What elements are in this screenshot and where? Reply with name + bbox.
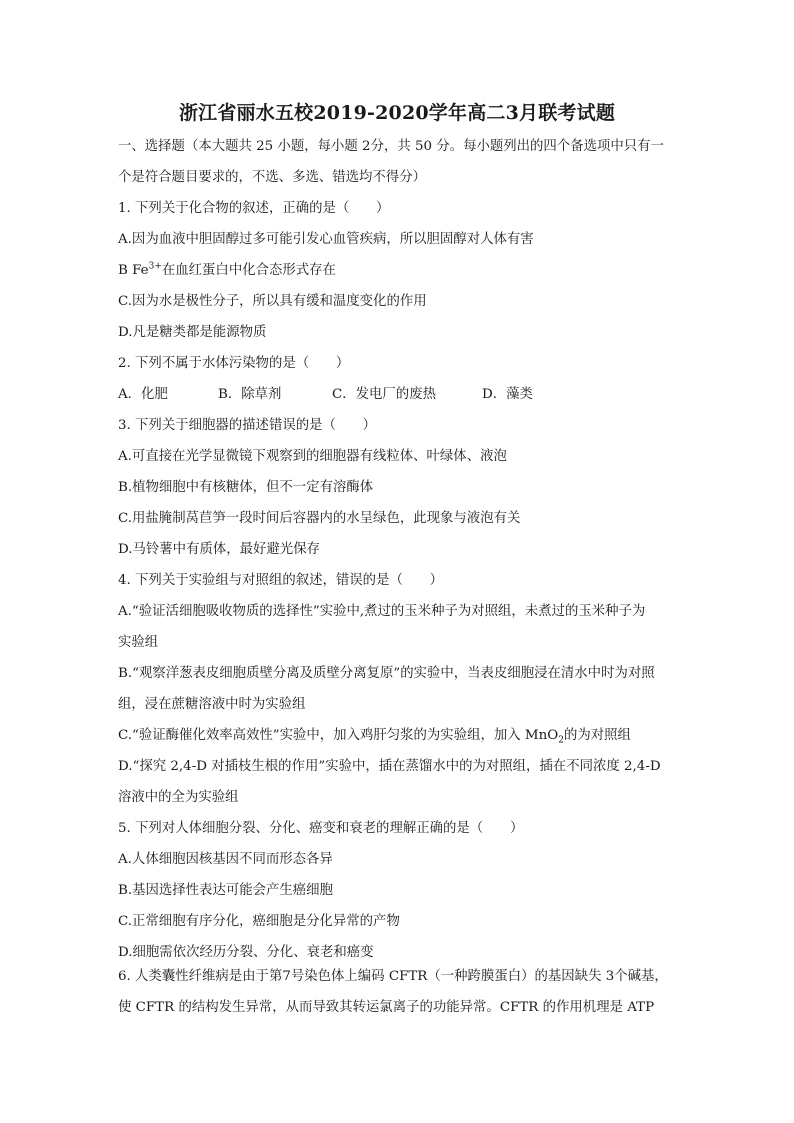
question-4-option-d-line-2: 溶液中的全为实验组 (118, 790, 239, 805)
subscript-number: 2 (558, 735, 564, 746)
question-2-option-c: C．发电厂的废热 (332, 387, 436, 402)
question-2-option-d: D．藻类 (482, 387, 533, 402)
question-3-option-b: B.植物细胞中有核糖体，但不一定有溶酶体 (118, 480, 374, 495)
question-3-option-c: C.用盐腌制莴苣笋一段时间后容器内的水呈绿色，此现象与液泡有关 (118, 511, 521, 526)
question-1-stem: 1. 下列关于化合物的叙述，正确的是（ ） (118, 201, 390, 216)
question-6-stem-line-1: 6. 人类囊性纤维病是由于第7号染色体上编码 CFTR（一种跨膜蛋白）的基因缺失 3个碱基， (118, 969, 668, 984)
question-1-option-b (118, 260, 680, 291)
question-5-option-c: C.正常细胞有序分化，癌细胞是分化异常的产物 (118, 914, 400, 929)
question-5-option-d: D.细胞需依次经历分裂、分化、衰老和癌变 (118, 945, 374, 960)
question-1-option-a: A.因为血液中胆固醇过多可能引发心血管疾病，所以胆固醇对人体有害 (118, 232, 534, 247)
option-b-prefix: B Fe (118, 263, 149, 278)
page-title: 浙江省丽水五校2019-2020学年高二3月联考试题 (178, 102, 616, 124)
question-4-option-b-line-2: 组，浸在蔗糖溶液中时为实验组 (118, 697, 306, 712)
question-3-option-d: D.马铃薯中有质体，最好避光保存 (118, 542, 320, 557)
question-4-option-d-line-1: D.“探究 2,4-D 对插枝生根的作用”实验中，插在蒸馏水中的为对照组，插在不同浓度 2,4-D (118, 759, 661, 774)
question-5-option-a: A.人体细胞因核基因不同而形态各异 (118, 852, 333, 867)
question-4-option-a-line-1: A.“验证活细胞吸收物质的选择性”实验中,煮过的玉米种子为对照组，未煮过的玉米种子为 (118, 604, 646, 619)
question-6-stem-line-2: 使 CFTR 的结构发生异常，从而导致其转运氯离子的功能异常。CFTR 的作用机理是 ATP (118, 1000, 655, 1015)
question-4-stem: 4. 下列关于实验组与对照组的叙述，错误的是（ ） (118, 573, 444, 588)
question-4-option-a-line-2: 实验组 (118, 635, 159, 650)
question-4-option-c (118, 725, 680, 756)
question-4-option-b-line-1: B.“观察洋葱表皮细胞质壁分离及质壁分离复原”的实验中，当表皮细胞浸在清水中时为对照 (118, 666, 655, 681)
option-b-suffix: 在血红蛋白中化合态形式存在 (161, 263, 336, 278)
question-5-stem: 5. 下列对人体细胞分裂、分化、癌变和衰老的理解正确的是（ ） (118, 821, 524, 836)
question-1-option-d: D.凡是糖类都是能源物质 (118, 325, 267, 340)
question-1-option-c: C.因为水是极性分子，所以具有缓和温度变化的作用 (118, 294, 427, 309)
question-3-option-a: A.可直接在光学显微镜下观察到的细胞器有线粒体、叶绿体、液泡 (118, 449, 507, 464)
question-5-option-b: B.基因选择性表达可能会产生癌细胞 (118, 883, 333, 898)
question-content (118, 136, 680, 1028)
section-instructions-line-2: 个是符合题目要求的，不选、多选、错选均不得分） (118, 170, 426, 185)
superscript-charge: 3+ (148, 261, 162, 272)
option-c-suffix: 的为对照组 (563, 728, 631, 743)
question-2-stem: 2. 下列不属于水体污染物的是（ ） (118, 356, 350, 371)
question-3-stem: 3. 下列关于细胞器的描述错误的是（ ） (118, 418, 377, 433)
question-2-option-b: B．除草剂 (218, 387, 282, 402)
question-2-options (118, 384, 680, 415)
question-2-option-a: A．化肥 (118, 387, 168, 402)
option-c-prefix: C.“验证酶催化效率高效性”实验中，加入鸡肝匀浆的为实验组，加入 MnO (118, 728, 559, 743)
section-instructions-line-1: 一、选择题（本大题共 25 小题，每小题 2分，共 50 分。每小题列出的四个备选项中只有一 (118, 139, 664, 154)
